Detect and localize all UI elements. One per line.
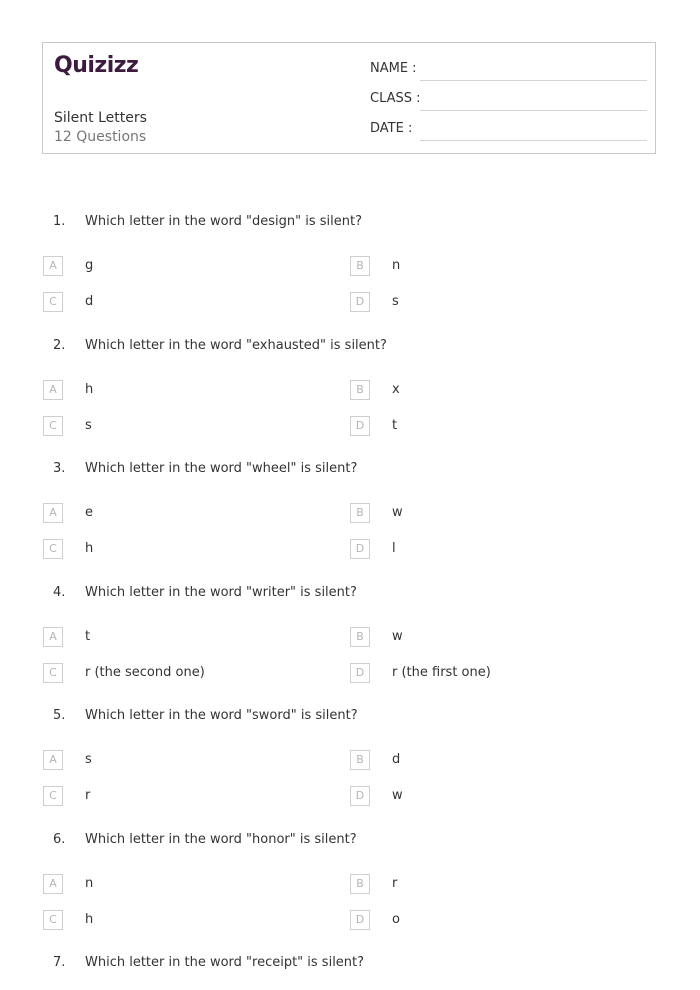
- worksheet-title: Silent Letters: [54, 110, 147, 126]
- option-letter-box[interactable]: C: [43, 416, 63, 436]
- option-letter-box[interactable]: B: [350, 874, 370, 894]
- option-text: s: [392, 294, 399, 309]
- option-letter-box[interactable]: D: [350, 663, 370, 683]
- option-text: e: [85, 505, 93, 520]
- option-letter-box[interactable]: A: [43, 627, 63, 647]
- option-text: t: [392, 418, 398, 433]
- option-text: d: [85, 294, 94, 309]
- option-letter-box[interactable]: D: [350, 910, 370, 930]
- option-text: o: [392, 912, 400, 927]
- option-text: h: [85, 382, 94, 397]
- option-letter-box[interactable]: A: [43, 750, 63, 770]
- option-text: d: [392, 752, 401, 767]
- date-field[interactable]: [370, 121, 647, 141]
- option-letter-box[interactable]: B: [350, 256, 370, 276]
- option-letter-box[interactable]: D: [350, 539, 370, 559]
- option-letter-box[interactable]: B: [350, 503, 370, 523]
- question-number: 3.: [53, 461, 66, 476]
- option-text: r (the second one): [85, 665, 205, 680]
- option-text: r: [392, 876, 398, 891]
- option-text: w: [392, 629, 403, 644]
- option-letter-box[interactable]: D: [350, 416, 370, 436]
- date-label: DATE :: [370, 121, 413, 136]
- class-label: CLASS :: [370, 91, 421, 106]
- option-letter-box[interactable]: B: [350, 750, 370, 770]
- option-letter-box[interactable]: C: [43, 910, 63, 930]
- worksheet-header: [42, 42, 656, 154]
- option-text: h: [85, 912, 94, 927]
- question-text: Which letter in the word "sword" is silent?: [85, 708, 358, 723]
- option-letter-box[interactable]: B: [350, 380, 370, 400]
- option-text: l: [392, 541, 396, 556]
- question-number: 6.: [53, 832, 66, 847]
- question-number: 4.: [53, 585, 66, 600]
- option-letter-box[interactable]: A: [43, 256, 63, 276]
- option-text: x: [392, 382, 400, 397]
- option-letter-box[interactable]: A: [43, 503, 63, 523]
- question-text: Which letter in the word "design" is silent?: [85, 214, 363, 229]
- question-text: Which letter in the word "honor" is silent?: [85, 832, 357, 847]
- option-text: n: [392, 258, 401, 273]
- option-letter-box[interactable]: C: [43, 539, 63, 559]
- date-line[interactable]: [420, 140, 647, 141]
- question-count: 12 Questions: [54, 129, 147, 145]
- question-text: Which letter in the word "wheel" is silent?: [85, 461, 358, 476]
- question-number: 2.: [53, 338, 66, 353]
- name-line[interactable]: [420, 80, 647, 81]
- class-field[interactable]: [370, 91, 647, 111]
- option-text: r: [85, 788, 91, 803]
- question-number: 5.: [53, 708, 66, 723]
- name-label: NAME :: [370, 61, 417, 76]
- question-number: 7.: [53, 955, 66, 970]
- option-letter-box[interactable]: A: [43, 380, 63, 400]
- option-text: r (the first one): [392, 665, 491, 680]
- option-letter-box[interactable]: B: [350, 627, 370, 647]
- option-letter-box[interactable]: C: [43, 786, 63, 806]
- option-text: n: [85, 876, 94, 891]
- option-letter-box[interactable]: A: [43, 874, 63, 894]
- option-text: h: [85, 541, 94, 556]
- option-letter-box[interactable]: C: [43, 663, 63, 683]
- option-letter-box[interactable]: D: [350, 292, 370, 312]
- option-letter-box[interactable]: C: [43, 292, 63, 312]
- option-text: w: [392, 505, 403, 520]
- name-field[interactable]: [370, 61, 647, 81]
- option-letter-box[interactable]: D: [350, 786, 370, 806]
- option-text: g: [85, 258, 94, 273]
- option-text: t: [85, 629, 91, 644]
- option-text: s: [85, 418, 92, 433]
- class-line[interactable]: [420, 110, 647, 111]
- question-number: 1.: [53, 214, 66, 229]
- quizizz-logo: Quizizz: [54, 53, 139, 78]
- option-text: s: [85, 752, 92, 767]
- question-text: Which letter in the word "writer" is silent?: [85, 585, 357, 600]
- question-text: Which letter in the word "exhausted" is silent?: [85, 338, 387, 353]
- question-text: Which letter in the word "receipt" is silent?: [85, 955, 365, 970]
- option-text: w: [392, 788, 403, 803]
